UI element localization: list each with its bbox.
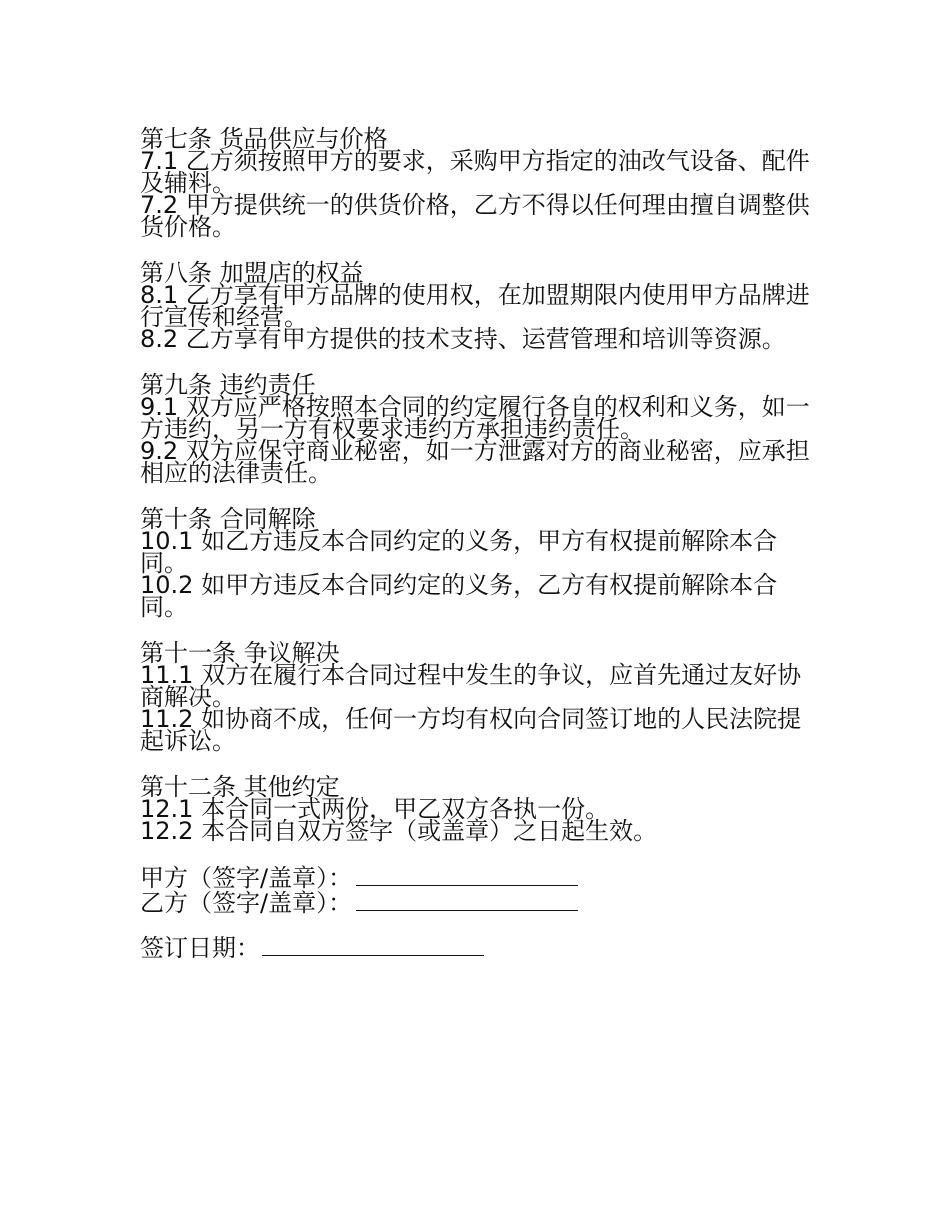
section-title: 第十一条 争议解决 — [140, 639, 340, 667]
signing-date-blank[interactable] — [262, 937, 484, 956]
section-9 — [140, 371, 820, 487]
section-8 — [140, 259, 820, 353]
clause-10-2: 10.2 如甲方违反本合同约定的义务，乙方有权提前解除本合同。 — [140, 571, 778, 621]
party-b-label: 乙方（签字/盖章）： — [140, 889, 353, 917]
clause-7-1: 7.1 乙方须按照甲方的要求，采购甲方指定的油改气设备、配件及辅料。 — [140, 147, 810, 197]
signing-date-line — [140, 936, 820, 961]
section-title: 第九条 违约责任 — [140, 371, 316, 399]
party-a-signature-line — [140, 866, 820, 891]
clause-9-2: 9.2 双方应保守商业秘密，如一方泄露对方的商业秘密，应承担相应的法律责任。 — [140, 437, 810, 487]
clause-8-1: 8.1 乙方享有甲方品牌的使用权，在加盟期限内使用甲方品牌进行宣传和经营。 — [140, 281, 810, 331]
party-a-label: 甲方（签字/盖章）： — [140, 864, 353, 892]
clause-7-2: 7.2 甲方提供统一的供货价格，乙方不得以任何理由擅自调整供货价格。 — [140, 191, 810, 241]
clause-8-2: 8.2 乙方享有甲方提供的技术支持、运营管理和培训等资源。 — [140, 325, 786, 353]
party-b-signature-blank[interactable] — [356, 892, 578, 911]
party-a-signature-blank[interactable] — [356, 867, 578, 886]
section-title: 第十条 合同解除 — [140, 505, 316, 533]
section-12 — [140, 773, 820, 845]
contract-page — [140, 125, 820, 962]
signature-block — [140, 866, 820, 916]
section-title: 第十二条 其他约定 — [140, 773, 340, 801]
section-title: 第八条 加盟店的权益 — [140, 259, 364, 287]
clause-12-2: 12.2 本合同自双方签字（或盖章）之日起生效。 — [140, 817, 658, 845]
clause-9-1: 9.1 双方应严格按照本合同的约定履行各自的权利和义务，如一方违约，另一方有权要求违约方承担违约责任。 — [140, 393, 810, 443]
clause-11-2: 11.2 如协商不成，任何一方均有权向合同签订地的人民法院提起诉讼。 — [140, 705, 802, 755]
party-b-signature-line — [140, 891, 820, 916]
section-10 — [140, 505, 820, 621]
section-7 — [140, 125, 820, 241]
clause-12-1: 12.1 本合同一式两份，甲乙双方各执一份。 — [140, 795, 610, 823]
clause-11-1: 11.1 双方在履行本合同过程中发生的争议，应首先通过友好协商解决。 — [140, 661, 802, 711]
section-title: 第七条 货品供应与价格 — [140, 125, 388, 153]
section-11 — [140, 639, 820, 755]
clause-10-1: 10.1 如乙方违反本合同约定的义务，甲方有权提前解除本合同。 — [140, 527, 778, 577]
signing-date-label: 签订日期： — [140, 934, 260, 962]
